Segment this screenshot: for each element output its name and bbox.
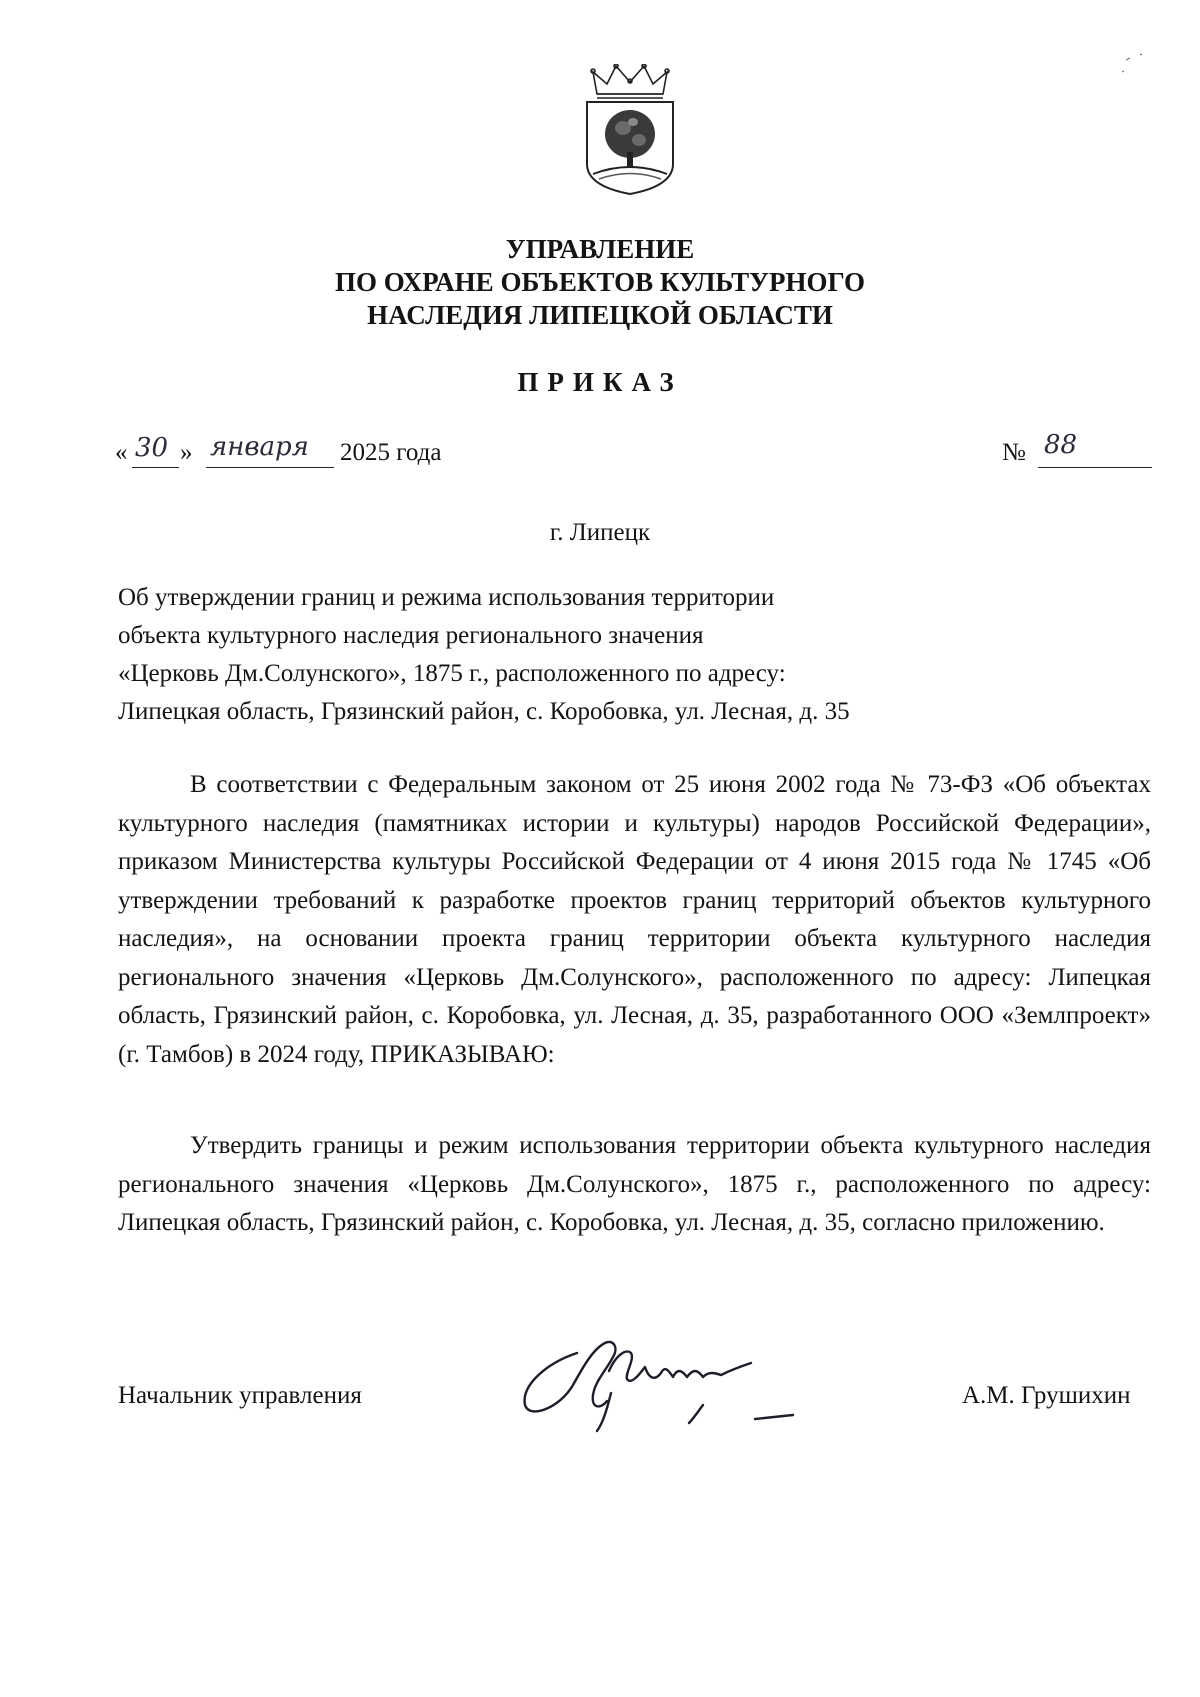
date-year: 2025 года — [340, 439, 442, 466]
oak-tree-icon — [593, 110, 667, 179]
subject-line-1: Об утверждении границ и режима использования территории — [118, 584, 775, 611]
scan-speck-marks — [1118, 52, 1158, 82]
order-title: ПРИКАЗ — [517, 367, 683, 397]
signoff-position: Начальник управления — [118, 1382, 362, 1409]
subject-line-4: Липецкая область, Грязинский район, с. Коробовка, ул. Лесная, д. 35 — [118, 698, 850, 725]
order-number-handwritten: 88 — [1044, 430, 1078, 460]
date-close-quote: » — [180, 439, 193, 466]
date-day-handwritten: 30 — [135, 433, 169, 463]
coat-of-arms-emblem — [583, 64, 677, 196]
date-open-quote: « — [115, 439, 128, 466]
date-month-handwritten: января — [210, 432, 309, 462]
subject-line-3: «Церковь Дм.Солунского», 1875 г., расположенного по адресу: — [118, 660, 786, 687]
crown-icon — [591, 64, 669, 98]
signoff-name: А.М. Грушихин — [962, 1382, 1131, 1409]
date-day-underline — [132, 467, 179, 468]
date-month-underline — [206, 467, 334, 468]
header-line-2: ПО ОХРАНЕ ОБЪЕКТОВ КУЛЬТУРНОГО — [335, 267, 865, 297]
body-paragraph-1: В соответствии с Федеральным законом от 25 июня 2002 года № 73-ФЗ «Об объектах культурного наследия (памятниках истории и культуры) народов Российской Федерации», приказом Министерства культуры Российской Федерации от 4 июня 2015 года № 1745 «Об утверждении требований к разработке проектов границ территорий объектов культурного наследия», на основании проекта границ территории объекта культурного наследия регионального значения «Церковь Дм.Солунского», расположенного по адресу: Липецкая область, Грязинский район, с. Коробовка, ул. Лесная, д. 35, разработанного ООО «Землпроект» (г. Тамбов) в 2024 году, ПРИКАЗЫВАЮ: — [118, 771, 1151, 1068]
city: г. Липецк — [549, 519, 651, 546]
header-line-1: УПРАВЛЕНИЕ — [505, 234, 695, 264]
header-line-3: НАСЛЕДИЯ ЛИПЕЦКОЙ ОБЛАСТИ — [367, 300, 833, 330]
handwritten-signature — [507, 1323, 832, 1435]
body-paragraph-2: Утвердить границы и режим использования территории объекта культурного наследия регионального значения «Церковь Дм.Солунского», 1875 г., расположенного по адресу: Липецкая область, Грязинский район, с. Коробовка, ул. Лесная, д. 35, согласно приложению. — [118, 1132, 1151, 1236]
order-number-label: № — [1002, 439, 1026, 466]
subject-line-2: объекта культурного наследия регионального значения — [118, 622, 704, 649]
order-number-underline — [1038, 467, 1152, 468]
